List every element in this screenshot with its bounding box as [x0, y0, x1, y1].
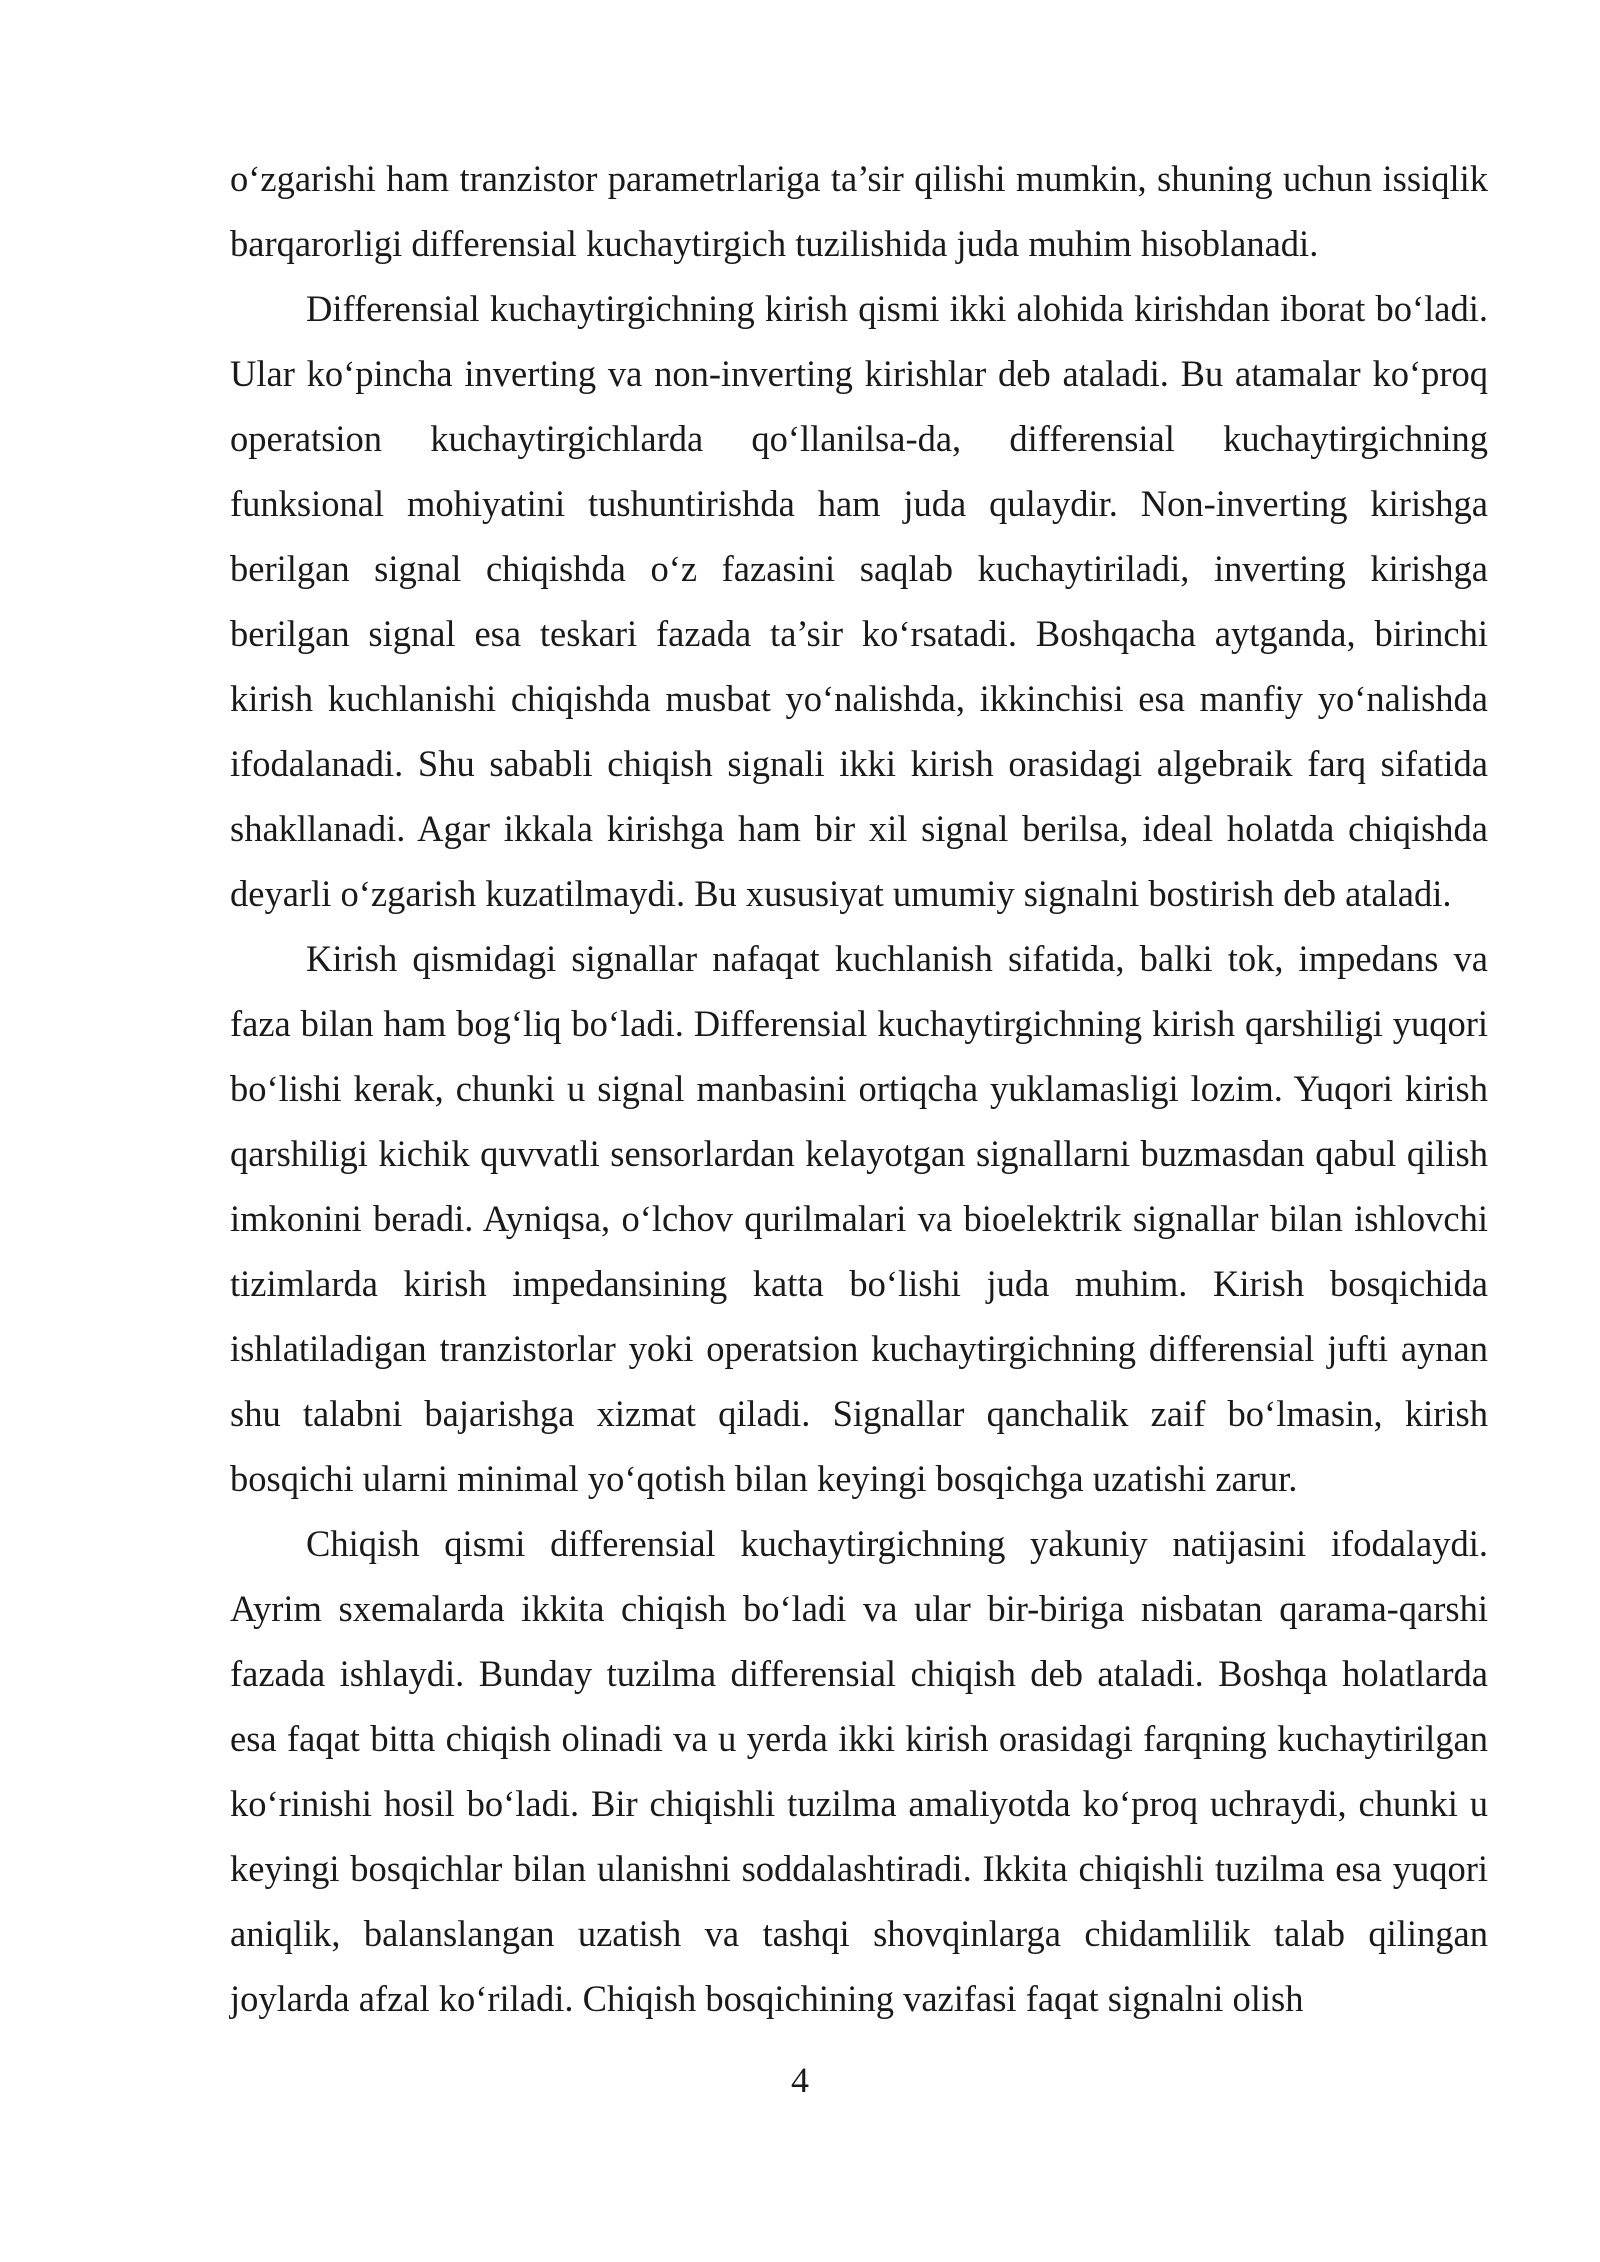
- paragraph-4: Chiqish qismi differensial kuchaytirgichning yakuniy natijasini ifodalaydi. Ayrim sxemalarda ikkita chiqish bo‘ladi va ular bir-biriga nisbatan qarama-qarshi fazada ishlaydi. Bunday tuzilma differensial chiqish deb ataladi. Boshqa holatlarda esa faqat bitta chiqish olinadi va u yerda ikki kirish orasidagi farqning kuchaytirilgan ko‘rinishi hosil bo‘ladi. Bir chiqishli tuzilma amaliyotda ko‘proq uchraydi, chunki u keyingi bosqichlar bilan ulanishni soddalashtiradi. Ikkita chiqishli tuzilma esa yuqori aniqlik, balanslangan uzatish va tashqi shovqinlarga chidamlilik talab qilingan joylarda afzal ko‘riladi. Chiqish bosqichining vazifasi faqat signalni olish: [230, 1523, 1488, 2019]
- page-number: 4: [791, 2060, 809, 2100]
- paragraph-2: Differensial kuchaytirgichning kirish qismi ikki alohida kirishdan iborat bo‘ladi. Ular ko‘pincha inverting va non-inverting kirishlar deb ataladi. Bu atamalar ko‘proq operatsion kuchaytirgichlarda qo‘llanilsa-da, differensial kuchaytirgichning funksional mohiyatini tushuntirishda ham juda qulaydir. Non-inverting kirishga berilgan signal chiqishda o‘z fazasini saqlab kuchaytiriladi, inverting kirishga berilgan signal esa teskari fazada ta’sir ko‘rsatadi. Boshqacha aytganda, birinchi kirish kuchlanishi chiqishda musbat yo‘nalishda, ikkinchisi esa manfiy yo‘nalishda ifodalanadi. Shu sababli chiqish signali ikki kirish orasidagi algebraik farq sifatida shakllanadi. Agar ikkala kirishga ham bir xil signal berilsa, ideal holatda chiqishda deyarli o‘zgarish kuzatilmaydi. Bu xususiyat umumiy signalni bostirish deb ataladi.: [230, 288, 1488, 914]
- body-text: [230, 146, 1488, 2031]
- paragraph-3: Kirish qismidagi signallar nafaqat kuchlanish sifatida, balki tok, impedans va faza bilan ham bog‘liq bo‘ladi. Differensial kuchaytirgichning kirish qarshiligi yuqori bo‘lishi kerak, chunki u signal manbasini ortiqcha yuklamasligi lozim. Yuqori kirish qarshiligi kichik quvvatli sensorlardan kelayotgan signallarni buzmasdan qabul qilish imkonini beradi. Ayniqsa, o‘lchov qurilmalari va bioelektrik signallar bilan ishlovchi tizimlarda kirish impedansining katta bo‘lishi juda muhim. Kirish bosqichida ishlatiladigan tranzistorlar yoki operatsion kuchaytirgichning differensial jufti aynan shu talabni bajarishga xizmat qiladi. Signallar qanchalik zaif bo‘lmasin, kirish bosqichi ularni minimal yo‘qotish bilan keyingi bosqichga uzatishi zarur.: [230, 938, 1488, 1499]
- paragraph-1: o‘zgarishi ham tranzistor parametrlariga ta’sir qilishi mumkin, shuning uchun issiqlik barqarorligi differensial kuchaytirgich tuzilishida juda muhim hisoblanadi.: [230, 158, 1488, 264]
